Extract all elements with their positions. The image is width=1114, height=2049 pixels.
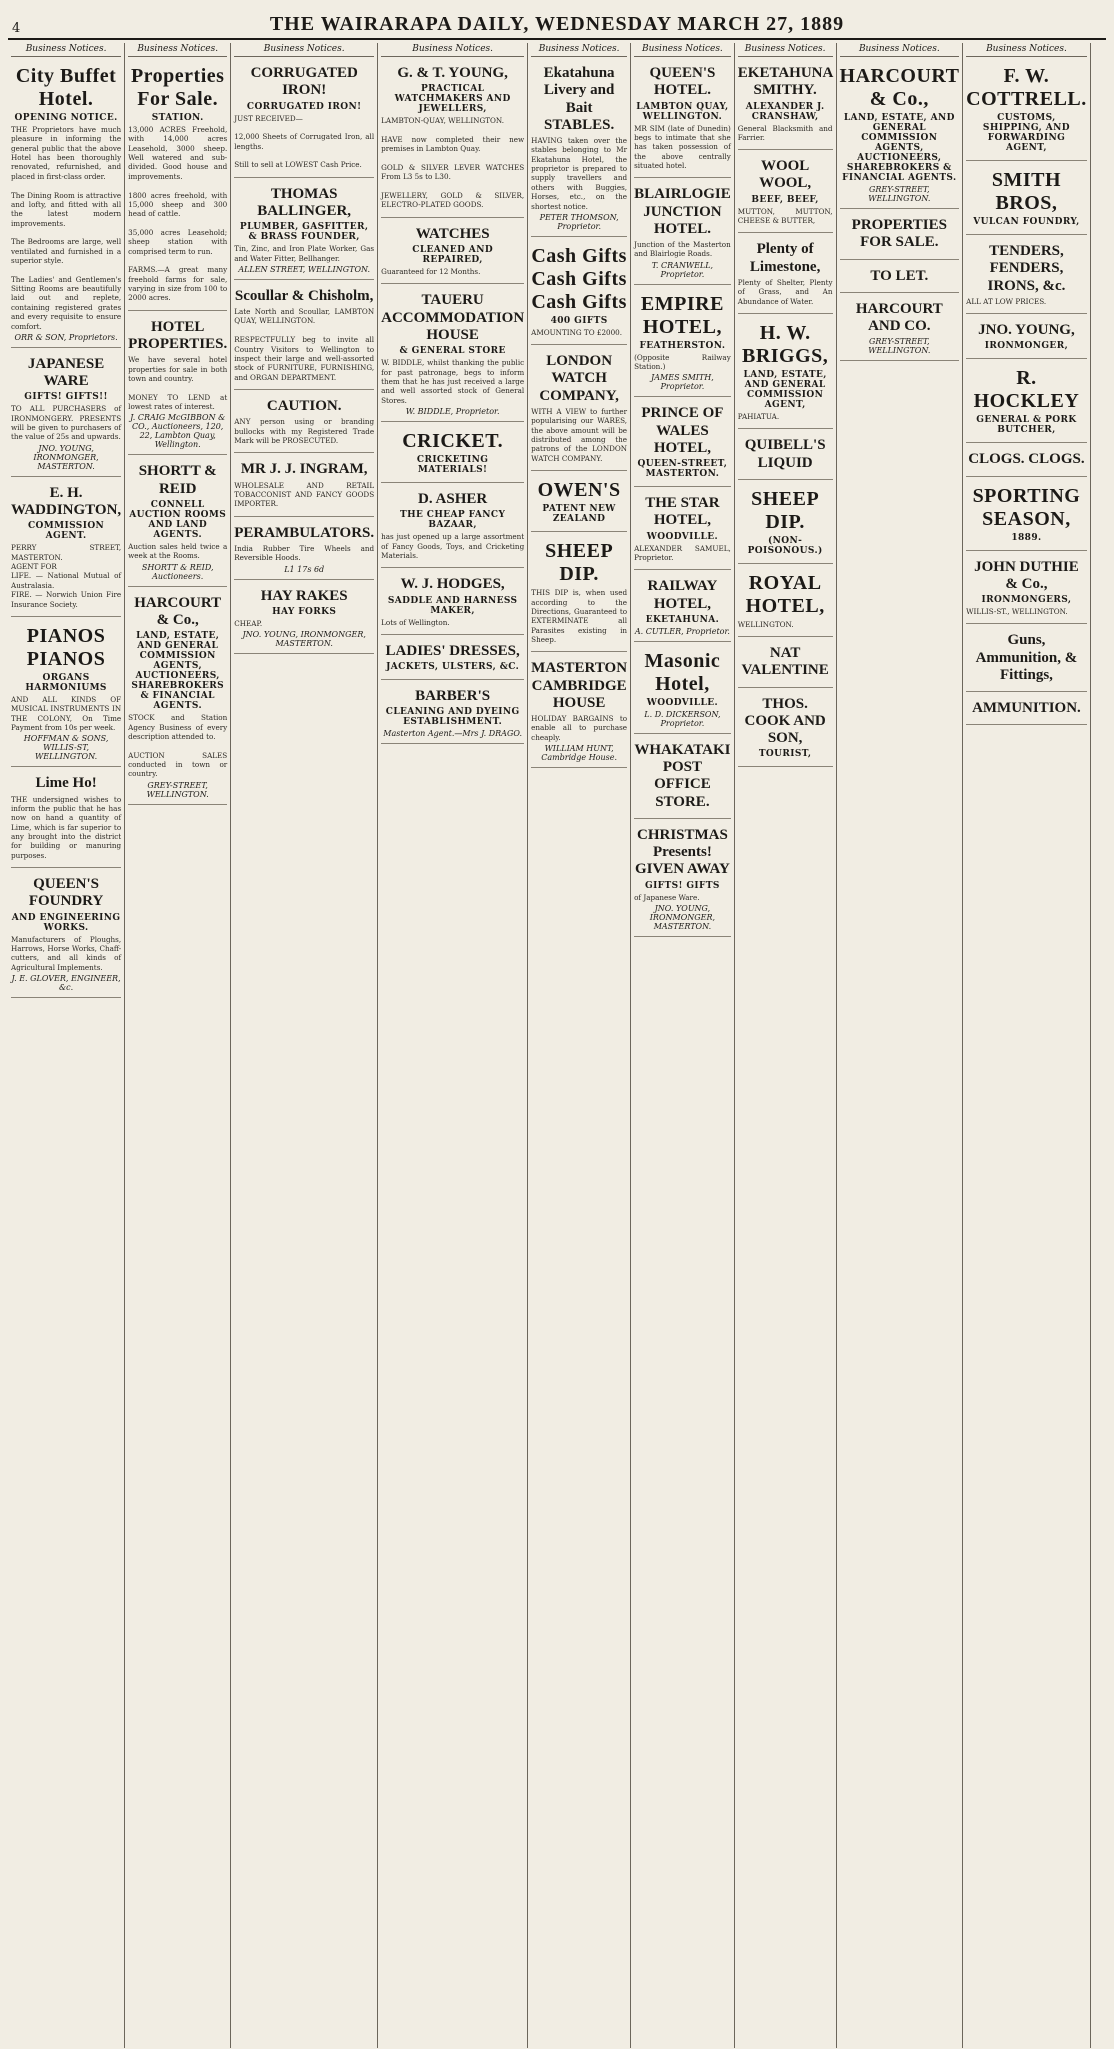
ad-subtitle: LAND, ESTATE, AND GENERAL COMMISSION AGENTS, AUCTIONEERS, SHAREBROKERS & FINANCIAL AGENTS. bbox=[131, 631, 225, 712]
ad-title: NAT VALENTINE bbox=[741, 645, 829, 679]
ad-title: W. J. HODGES, bbox=[400, 576, 505, 593]
page-number: 4 bbox=[12, 21, 21, 36]
ad-subtitle: 400 GIFTS bbox=[550, 315, 608, 326]
advertisement bbox=[234, 393, 374, 453]
column-header: Business Notices. bbox=[738, 43, 833, 57]
advertisement bbox=[966, 480, 1087, 551]
ad-signature: GREY-STREET, WELLINGTON. bbox=[868, 185, 931, 203]
ad-body: (Opposite Railway Station.) bbox=[634, 352, 731, 372]
advertisement bbox=[11, 480, 121, 617]
advertisement bbox=[381, 571, 524, 635]
ad-title: THE STAR HOTEL, bbox=[645, 495, 720, 529]
ad-title: HARCOURT & Co., bbox=[839, 65, 960, 110]
ad-body: Lots of Wellington. bbox=[381, 617, 450, 627]
ad-subtitle: IRONMONGER, bbox=[984, 341, 1069, 352]
advertisement bbox=[738, 640, 833, 688]
ad-body: Late North and Scoullar, LAMBTON QUAY, WELLINGTON. RESPECTFULLY beg to invite all Country Visitors to Wellington to inspect their large and well-assorted stock of FURNITURE, FURNISHING, and ORGAN DEPARTMENT. bbox=[234, 307, 375, 382]
advertisement bbox=[11, 871, 121, 998]
ad-signature: J. CRAIG McGIBBON & CO., Auctioneers, 120, 22, Lambton Quay, Wellington. bbox=[130, 413, 226, 450]
column-header: Business Notices. bbox=[531, 43, 627, 57]
ad-title: PERAMBULATORS. bbox=[234, 524, 375, 541]
ad-subtitle: HAY FORKS bbox=[272, 606, 337, 617]
ad-title: Masonic Hotel, bbox=[644, 649, 721, 695]
ad-subtitle: GIFTS! GIFTS bbox=[644, 880, 720, 891]
advertisement bbox=[738, 153, 833, 233]
advertisement bbox=[381, 486, 524, 568]
ad-title: Properties For Sale. bbox=[130, 65, 225, 110]
column-5 bbox=[528, 43, 631, 2048]
advertisement bbox=[738, 567, 833, 637]
ad-body: General Blacksmith and Farrier. bbox=[737, 123, 833, 142]
newspaper-title: THE WAIRARAPA DAILY, WEDNESDAY MARCH 27, 1889 bbox=[269, 13, 845, 35]
ad-subtitle: & GENERAL STORE bbox=[399, 346, 506, 357]
masthead bbox=[8, 6, 1106, 40]
ad-title: HAY RAKES bbox=[260, 587, 348, 604]
advertisement bbox=[381, 425, 524, 483]
ad-body: THIS DIP is, when used according to the Directions, Guaranteed to EXTERMINATE all Parasites existing in Sheep. bbox=[531, 588, 628, 644]
ad-body: STOCK and Station Agency Business of every description attended to. AUCTION SALES conducted in town or country. bbox=[128, 713, 228, 779]
advertisement bbox=[128, 60, 227, 311]
column-header: Business Notices. bbox=[381, 43, 524, 57]
ad-subtitle: QUEEN-STREET, MASTERTON. bbox=[637, 459, 728, 480]
advertisement bbox=[966, 317, 1087, 359]
advertisement bbox=[634, 400, 731, 487]
advertisement bbox=[966, 627, 1087, 692]
advertisement bbox=[966, 60, 1087, 161]
ad-subtitle: WOODVILLE. bbox=[646, 531, 719, 542]
ad-signature: A. CUTLER, Proprietor. bbox=[634, 626, 730, 636]
advertisement bbox=[381, 638, 524, 680]
advertisement bbox=[840, 212, 960, 260]
ad-title: PIANOS PIANOS bbox=[26, 624, 106, 670]
ad-body: AMOUNTING TO £2000. bbox=[531, 327, 623, 337]
ad-title: D. ASHER bbox=[418, 491, 488, 507]
advertisement bbox=[634, 181, 731, 284]
ad-subtitle: ORGANS HARMONIUMS bbox=[25, 672, 107, 693]
ad-subtitle: CONNELL AUCTION ROOMS AND LAND AGENTS. bbox=[129, 499, 227, 540]
advertisement bbox=[966, 238, 1087, 314]
ad-subtitle: JACKETS, ULSTERS, &C. bbox=[386, 662, 520, 673]
ad-subtitle: COMMISSION AGENT. bbox=[27, 521, 105, 542]
ad-body: 13,000 ACRES Freehold, with 14,000 acres Leasehold, 3000 sheep. Well watered and sub-divided. Good house and improvements. 1800 acres freehold, with 15,000 sheep and 300 head of cattle. 35,000 acres Leasehold; sheep station with comprised term to run. FARMS.—A great many freehold farms for sale, varying in size from 100 to 2000 acres. bbox=[128, 125, 228, 303]
ad-body: MR SIM (late of Dunedin) begs to intimate that she has taken possession of the above centrally situated hotel. bbox=[634, 123, 731, 170]
ad-signature: GREY-STREET, WELLINGTON. bbox=[146, 780, 209, 799]
ad-body: Manufacturers of Ploughs, Harrows, Horse Works, Chaff-cutters, and all kinds of Agricultural Implements. bbox=[11, 934, 122, 972]
ad-subtitle: THE CHEAP FANCY BAZAAR, bbox=[400, 510, 506, 531]
ad-body: ALL AT LOW PRICES. bbox=[966, 296, 1047, 306]
ad-body: Auction sales held twice a week at the Rooms. bbox=[128, 541, 228, 561]
ad-body: THE undersigned wishes to inform the public that he has now on hand a quantity of Lime, which is far superior to any brought into the district for building or manuring purposes. bbox=[11, 794, 122, 860]
advertisement bbox=[738, 60, 833, 150]
ad-title: CAUTION. bbox=[266, 398, 342, 414]
ad-title: H. W. BRIGGS, bbox=[741, 322, 829, 368]
column-9 bbox=[963, 43, 1091, 2048]
ad-title: OWEN'S bbox=[537, 479, 621, 502]
advertisement bbox=[531, 348, 627, 471]
ad-subtitle: EKETAHUNA. bbox=[645, 614, 720, 625]
advertisement bbox=[738, 317, 833, 429]
advertisement bbox=[381, 287, 524, 422]
ad-title: PROPERTIES FOR SALE. bbox=[851, 217, 947, 251]
ad-title: CORRUGATED IRON! bbox=[250, 65, 358, 99]
ad-subtitle: PATENT NEW ZEALAND bbox=[542, 504, 616, 525]
column-header: Business Notices. bbox=[11, 43, 121, 57]
ad-body: HOLIDAY BARGAINS to enable all to purchase cheaply. bbox=[531, 714, 628, 742]
columns-grid bbox=[8, 43, 1106, 2048]
ad-body: Junction of the Masterton and Blairlogie Roads. bbox=[634, 240, 731, 259]
ad-signature: JNO. YOUNG, IRONMONGER, MASTERTON. bbox=[33, 443, 99, 471]
ad-title: Plenty of Limestone, bbox=[749, 241, 821, 275]
ad-title: THOMAS BALLINGER, bbox=[257, 185, 352, 219]
ad-body: AND ALL KINDS OF MUSICAL INSTRUMENTS IN THE COLONY, On Time Payment from 10s per week. bbox=[11, 694, 122, 732]
ad-subtitle: LAND, ESTATE, AND GENERAL COMMISSION AGENT, bbox=[743, 370, 827, 411]
ad-signature: Masterton Agent.—Mrs J. DRAGO. bbox=[383, 729, 522, 739]
ad-signature: JNO. YOUNG, IRONMONGER, MASTERTON. bbox=[649, 904, 716, 932]
ad-title: AMMUNITION. bbox=[972, 700, 1081, 717]
ad-subtitle: AND ENGINEERING WORKS. bbox=[11, 912, 121, 933]
ad-subtitle: TOURIST, bbox=[758, 749, 812, 760]
advertisement bbox=[966, 554, 1087, 625]
ad-title: SHEEP DIP. bbox=[545, 540, 614, 586]
ad-title: JOHN DUTHIE & Co., bbox=[974, 558, 1079, 592]
advertisement bbox=[531, 60, 627, 237]
column-8 bbox=[837, 43, 964, 2048]
advertisement bbox=[966, 164, 1087, 235]
ad-title: BLAIRLOGIE JUNCTION HOTEL. bbox=[634, 186, 731, 237]
advertisement bbox=[738, 432, 833, 480]
ad-subtitle: VULCAN FOUNDRY, bbox=[973, 217, 1080, 227]
ad-signature: L. D. DICKERSON, Proprietor. bbox=[644, 709, 721, 728]
advertisement bbox=[840, 60, 960, 209]
ad-title: EMPIRE HOTEL, bbox=[640, 292, 724, 338]
ad-subtitle: WOODVILLE. bbox=[646, 697, 719, 708]
column-2 bbox=[125, 43, 231, 2048]
ad-subtitle: CRICKETING MATERIALS! bbox=[416, 455, 489, 475]
ad-subtitle: LAND, ESTATE, AND GENERAL COMMISSION AGENTS, AUCTIONEERS, SHAREBROKERS & FINANCIAL AGENTS. bbox=[842, 113, 957, 183]
advertisement bbox=[531, 240, 627, 345]
ad-body: WELLINGTON. bbox=[737, 619, 794, 629]
advertisement bbox=[128, 590, 227, 805]
advertisement bbox=[531, 655, 627, 768]
column-header: Business Notices. bbox=[634, 43, 731, 57]
ad-subtitle: CORRUGATED IRON! bbox=[246, 101, 362, 112]
advertisement bbox=[128, 458, 227, 586]
ad-title: Guns, Ammunition, & Fittings, bbox=[975, 632, 1078, 683]
ad-title: CLOGS. CLOGS. bbox=[968, 451, 1085, 468]
ad-signature: PETER THOMSON, Proprietor. bbox=[539, 212, 619, 231]
advertisement bbox=[634, 645, 731, 734]
ad-subtitle: FEATHERSTON. bbox=[639, 340, 726, 351]
ad-signature: T. CRANWELL, Proprietor. bbox=[651, 260, 714, 279]
ad-title: TO LET. bbox=[870, 267, 929, 284]
advertisement bbox=[234, 520, 374, 580]
ad-body: MUTTON, MUTTON, CHEESE & BUTTER, bbox=[737, 206, 833, 226]
ad-body: of Japanese Ware. bbox=[634, 892, 700, 902]
advertisement bbox=[381, 683, 524, 744]
ad-signature: JNO. YOUNG, IRONMONGER, MASTERTON. bbox=[242, 630, 366, 649]
ad-title: TAUERU ACCOMMODATION HOUSE bbox=[381, 292, 525, 343]
ad-body: LAMBTON-QUAY, WELLINGTON. HAVE now completed their new premises in Lambton Quay. GOLD & SILVER LEVER WATCHES From L3 5s to L30. JEWELLERY, GOLD & SILVER, ELECTRO-PLATED GOODS. bbox=[381, 116, 525, 210]
advertisement bbox=[531, 474, 627, 532]
column-3 bbox=[231, 43, 378, 2048]
ad-body: Guaranteed for 12 Months. bbox=[381, 267, 481, 277]
ad-subtitle: (NON-POISONOUS.) bbox=[747, 535, 823, 556]
advertisement bbox=[234, 283, 374, 390]
ad-subtitle: STATION. bbox=[151, 113, 204, 123]
ad-signature: ALLEN STREET, WELLINGTON. bbox=[238, 264, 371, 274]
column-10 bbox=[1091, 43, 1106, 2048]
advertisement bbox=[634, 60, 731, 178]
advertisement bbox=[531, 535, 627, 652]
ad-title: ROYAL HOTEL, bbox=[745, 571, 825, 617]
ad-subtitle: CLEANING AND DYEING ESTABLISHMENT. bbox=[385, 707, 520, 728]
ad-body: WILLIS-ST., WELLINGTON. bbox=[966, 607, 1068, 617]
ad-subtitle: GIFTS! GIFTS!! bbox=[24, 392, 108, 403]
ad-subtitle: OPENING NOTICE. bbox=[14, 113, 118, 123]
ad-title: Lime Ho! bbox=[35, 775, 97, 792]
ad-body: W. BIDDLE, whilst thanking the public for past patronage, begs to inform them that he has just received a large and well assorted stock of General Stores. bbox=[381, 358, 525, 405]
ad-title: EKETAHUNA SMITHY. bbox=[737, 65, 834, 99]
ad-body: CHEAP. bbox=[234, 618, 263, 628]
ad-signature: HOFFMAN & SONS, WILLIS-ST, WELLINGTON. bbox=[23, 734, 109, 762]
ad-body: HAVING taken over the stables belonging to Mr Ekatahuna Hotel, the proprietor is prepared to supply travellers and others with Buggies, Horses, etc., on the shortest notice. bbox=[531, 136, 628, 211]
advertisement bbox=[381, 221, 524, 285]
ad-body: WHOLESALE AND RETAIL TOBACCONIST AND FANCY GOODS IMPORTER. bbox=[234, 480, 375, 509]
ad-title: HARCOURT & Co., bbox=[134, 594, 222, 628]
advertisement bbox=[634, 490, 731, 570]
ad-title: WOOL WOOL, bbox=[759, 158, 812, 192]
ad-signature: W. BIDDLE, Proprietor. bbox=[405, 407, 500, 416]
advertisement bbox=[11, 351, 121, 477]
ad-subtitle: LAMBTON QUAY, WELLINGTON. bbox=[636, 101, 729, 122]
ad-signature: JAMES SMITH, Proprietor. bbox=[651, 373, 714, 392]
advertisement bbox=[738, 691, 833, 768]
ad-title: WATCHES bbox=[415, 225, 490, 242]
advertisement bbox=[381, 60, 524, 218]
advertisement bbox=[234, 181, 374, 280]
advertisement bbox=[634, 737, 731, 819]
ad-title: JNO. YOUNG, bbox=[978, 322, 1075, 339]
advertisement bbox=[128, 314, 227, 456]
ad-body: TO ALL PURCHASERS of IRONMONGERY. PRESENTS will be given to purchasers of the value of 25s and upwards. bbox=[11, 404, 122, 442]
ad-signature: J. E. GLOVER, ENGINEER, &c. bbox=[11, 974, 121, 992]
ad-body: WITH A VIEW to further popularising our WARES, the above amount will be distributed among the patrons of the LONDON WATCH COMPANY. bbox=[531, 406, 628, 463]
ad-title: HARCOURT AND CO. bbox=[855, 300, 943, 334]
advertisement bbox=[234, 60, 374, 178]
ad-body: JUST RECEIVED— 12,000 Sheets of Corrugated Iron, all lengths. Still to sell at LOWEST Cash Price. bbox=[234, 113, 375, 170]
ad-title: Cash Gifts Cash Gifts Cash Gifts bbox=[531, 244, 627, 313]
ad-title: Ekatahuna Livery and Bait STABLES. bbox=[543, 65, 615, 133]
ad-title: QUIBELL'S LIQUID bbox=[744, 437, 826, 471]
column-4 bbox=[378, 43, 528, 2048]
advertisement bbox=[966, 362, 1087, 443]
ad-subtitle: PRACTICAL WATCHMAKERS AND JEWELLERS, bbox=[394, 84, 511, 115]
advertisement bbox=[840, 263, 960, 293]
column-6 bbox=[631, 43, 735, 2048]
ad-title: THOS. COOK AND SON, bbox=[744, 695, 826, 747]
advertisement bbox=[634, 573, 731, 642]
ad-body: ANY person using or branding bullocks with my Registered Trade Mark will be PROSECUTED. bbox=[234, 417, 375, 445]
ad-signature: L1 17s 6d bbox=[284, 564, 325, 574]
advertisement bbox=[738, 483, 833, 564]
ad-subtitle: CUSTOMS, SHIPPING, AND FORWARDING AGENT, bbox=[982, 113, 1070, 153]
ad-title: F. W. COTTRELL. bbox=[966, 65, 1087, 110]
advertisement bbox=[840, 296, 960, 362]
ad-title: JAPANESE WARE bbox=[27, 355, 105, 390]
ad-body: India Rubber Tire Wheels and Reversible Hoods. bbox=[234, 543, 375, 563]
advertisement bbox=[234, 456, 374, 516]
column-header: Business Notices. bbox=[966, 43, 1087, 57]
ad-signature: GREY-STREET, WELLINGTON. bbox=[868, 337, 931, 356]
advertisement bbox=[234, 583, 374, 655]
ad-subtitle: IRONMONGERS, bbox=[981, 595, 1072, 606]
ad-title: PRINCE OF WALES HOTEL, bbox=[641, 405, 724, 456]
ad-body: Tin, Zinc, and Iron Plate Worker, Gas and Water Fitter, Bellhanger. bbox=[234, 244, 375, 263]
ad-subtitle: ALEXANDER J. CRANSHAW, bbox=[745, 101, 825, 122]
ad-title: LADIES' DRESSES, bbox=[385, 642, 520, 659]
advertisement bbox=[966, 446, 1087, 476]
advertisement bbox=[11, 620, 121, 767]
ad-title: CHRISTMAS Presents! GIVEN AWAY bbox=[634, 826, 730, 878]
advertisement bbox=[634, 822, 731, 937]
ad-subtitle: 1889. bbox=[1011, 532, 1042, 543]
ad-title: MASTERTON CAMBRIDGE HOUSE bbox=[531, 660, 628, 711]
ad-body: We have several hotel properties for sale in both town and country. MONEY TO LEND at lowest rates of interest. bbox=[128, 355, 228, 412]
ad-title: E. H. WADDINGTON, bbox=[11, 484, 122, 519]
ad-title: LONDON WATCH COMPANY, bbox=[539, 353, 619, 404]
ad-title: City Buffet Hotel. bbox=[15, 65, 117, 110]
ad-title: CRICKET. bbox=[402, 430, 504, 452]
ad-signature: ORR & SON, Proprietors. bbox=[14, 332, 118, 342]
advertisement bbox=[634, 288, 731, 398]
ad-title: TENDERS, FENDERS, IRONS, &c. bbox=[987, 243, 1066, 294]
ad-title: QUEEN'S FOUNDRY bbox=[28, 876, 104, 910]
ad-body: THE Proprietors have much pleasure in informing the general public that the above Hotel has been thoroughly renovated, refurnished, and placed in first-class order. The Dining Room is attractive and lofty, and fitted with all the latest modern improvements. The Bedrooms are large, well ventilated and furnished in a superior style. The Ladies' and Gentlemen's Sitting Rooms are beautifully laid out and replete, containing registered grates and every requisite to ensure comfort. bbox=[11, 125, 122, 331]
ad-title: HOTEL PROPERTIES. bbox=[128, 318, 228, 353]
ad-title: QUEEN'S HOTEL. bbox=[649, 65, 716, 99]
ad-title: BARBER'S bbox=[415, 688, 491, 705]
ad-subtitle: PLUMBER, GASFITTER, & BRASS FOUNDER, bbox=[239, 222, 369, 243]
ad-signature: WILLIAM HUNT, Cambridge House. bbox=[541, 744, 618, 763]
ad-title: MR J. J. INGRAM, bbox=[240, 461, 368, 478]
ad-title: Scoullar & Chisholm, bbox=[234, 287, 374, 304]
ad-title: G. & T. YOUNG, bbox=[397, 65, 508, 81]
advertisement bbox=[966, 695, 1087, 725]
ad-body: PERRY STREET, MASTERTON. AGENT FOR LIFE. — National Mutual of Australasia. FIRE. — Norwich Union Fire Insurance Society. bbox=[11, 543, 122, 609]
ad-body: has just opened up a large assortment of Fancy Goods, Toys, and Cricketing Materials. bbox=[381, 532, 525, 560]
ad-title: WHAKATAKI POST OFFICE STORE. bbox=[634, 741, 731, 810]
ad-title: RAILWAY HOTEL, bbox=[647, 578, 718, 612]
ad-body: PAHIATUA. bbox=[737, 412, 780, 422]
ad-body: Plenty of Shelter, Plenty of Grass, and An Abundance of Water. bbox=[737, 277, 833, 306]
ad-title: SHEEP DIP. bbox=[751, 487, 820, 533]
ad-body: ALEXANDER SAMUEL, Proprietor. bbox=[634, 543, 731, 563]
column-header: Business Notices. bbox=[128, 43, 227, 57]
ad-signature: SHORTT & REID, Auctioneers. bbox=[141, 562, 214, 581]
ad-title: R. HOCKLEY bbox=[973, 367, 1080, 413]
column-header: Business Notices. bbox=[840, 43, 960, 57]
column-1 bbox=[8, 43, 125, 2048]
ad-title: SMITH BROS, bbox=[991, 169, 1062, 214]
advertisement bbox=[11, 60, 121, 348]
ad-subtitle: GENERAL & PORK BUTCHER, bbox=[976, 415, 1077, 436]
advertisement bbox=[738, 236, 833, 314]
advertisement bbox=[11, 770, 121, 868]
ad-subtitle: SADDLE AND HARNESS MAKER, bbox=[387, 595, 518, 616]
column-7 bbox=[735, 43, 837, 2048]
ad-subtitle: CLEANED AND REPAIRED, bbox=[412, 245, 494, 266]
ad-subtitle: BEEF, BEEF, bbox=[751, 194, 819, 205]
column-header: Business Notices. bbox=[234, 43, 374, 57]
ad-title: SPORTING SEASON, bbox=[972, 484, 1081, 530]
ad-title: SHORTT & REID bbox=[138, 463, 217, 497]
